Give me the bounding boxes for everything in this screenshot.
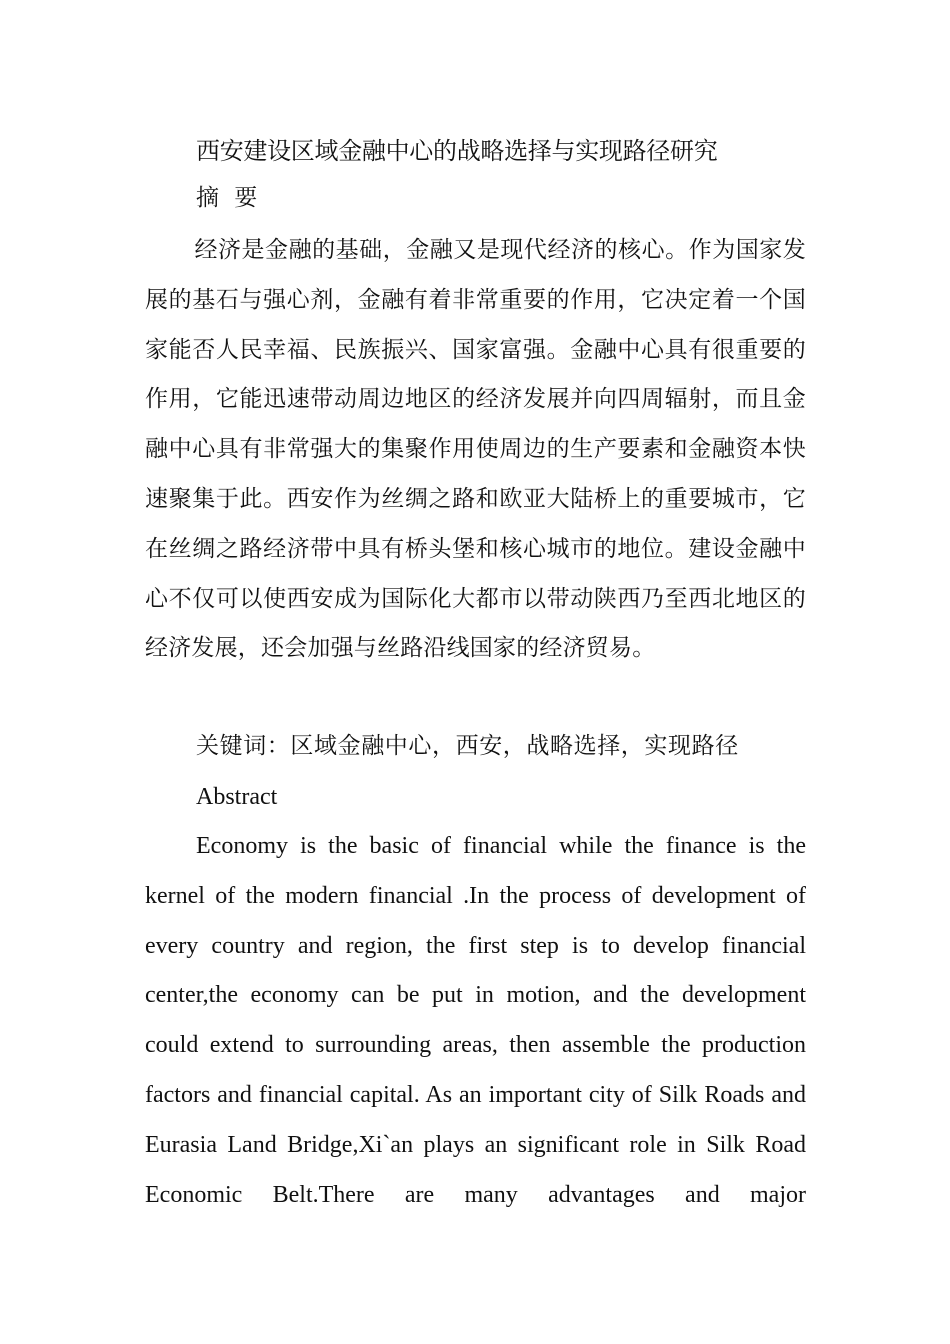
abstract-en-heading: Abstract <box>196 784 278 810</box>
document-title: 西安建设区域金融中心的战略选择与实现路径研究 <box>196 137 718 165</box>
abstract-cn-paragraph: 经济是金融的基础，金融又是现代经济的核心。作为国家发展的基石与强心剂，金融有着非常重要的作用，它决定着一个国家能否人民幸福、民族振兴、国家富强。金融中心具有很重要的作用，它能迅速带动周边地区的经济发展并向四周辐射，而且金融中心具有非常强大的集聚作用使周边的生产要素和金融资本快速聚集于此。西安作为丝绸之路和欧亚大陆桥上的重要城市，它在丝绸之路经济带中具有桥头堡和核心城市的地位。建设金融中心不仅可以使西安成为国际化大都市以带动陕西乃至西北地区的经济发展，还会加强与丝路沿线国家的经济贸易。 <box>145 237 806 662</box>
abstract-en-paragraph: Economy is the basic of financial while the finance is the kernel of the modern financial .In the process of development of every country and region, the first step is to develop financial center,the economy can be put in motion, and the development could extend to surrounding areas, then assemble the production factors and financial capital. As an important city of Silk Roads and Eurasia Land Bridge,Xi`an plays an significant role in Silk Road Economic Belt.There are many advantages and major <box>145 833 806 1208</box>
keywords-cn: 关键词：区域金融中心，西安，战略选择，实现路径 <box>196 733 739 759</box>
abstract-cn-heading: 摘 要 <box>196 185 262 211</box>
